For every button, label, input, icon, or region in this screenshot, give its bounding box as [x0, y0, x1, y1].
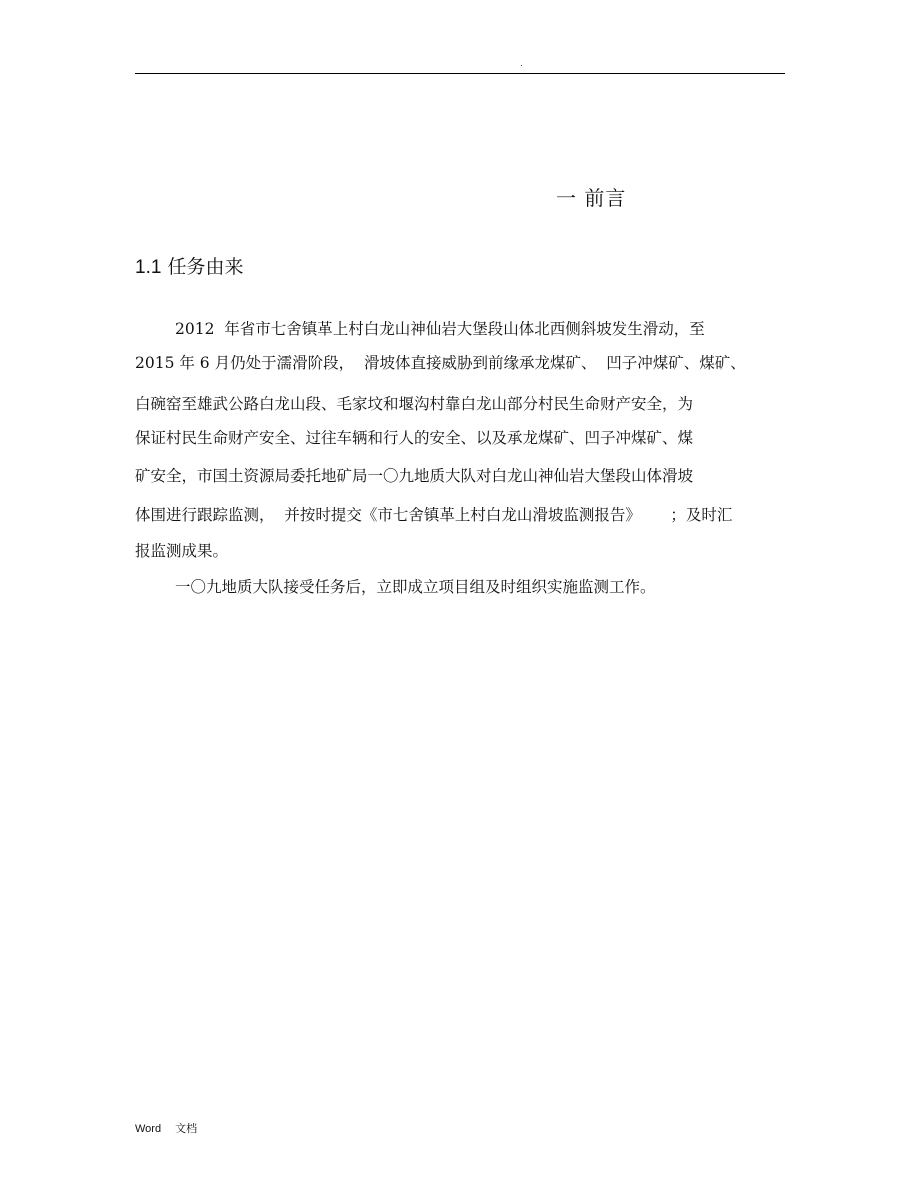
paragraph-line: 体围进行跟踪监测， 并按时提交《市七舍镇革上村白龙山滑坡监测报告》 ；及时汇 [135, 506, 733, 524]
section-title-text: 任务由来 [167, 256, 244, 278]
section-number: 1.1 [135, 257, 162, 278]
header-mark: . [520, 58, 523, 69]
header-rule [135, 73, 785, 74]
paragraph-line: 矿安全，市国土资源局委托地矿局一〇九地质大队对白龙山神仙岩大堡段山体滑坡 [135, 467, 694, 485]
footer [135, 1122, 197, 1136]
paragraph-line: 保证村民生命财产安全、过往车辆和行人的安全、以及承龙煤矿、凹子冲煤矿、煤 [135, 429, 694, 447]
paragraph-line: 报监测成果。 [135, 542, 229, 560]
paragraph-2: 一〇九地质大队接受任务后，立即成立项目组及时组织实施监测工作。 [175, 578, 656, 596]
section-title [135, 254, 243, 281]
paragraph-line: 2015 年 6 月仍处于濡滑阶段， 滑坡体直接威胁到前缘承龙煤矿、 凹子冲煤矿、煤矿、 [135, 354, 746, 372]
footer-doc: 文档 [175, 1122, 198, 1135]
paragraph-line: 白碗窑至雄武公路白龙山段、毛家坟和堰沟村靠白龙山部分村民生命财产安全，为 [135, 395, 694, 413]
chapter-title: 一 前言 [556, 186, 627, 210]
paragraph-line: 2012 年省市七舍镇革上村白龙山神仙岩大堡段山体北西侧斜坡发生滑动，至 [175, 320, 705, 338]
footer-word: Word [135, 1123, 162, 1135]
